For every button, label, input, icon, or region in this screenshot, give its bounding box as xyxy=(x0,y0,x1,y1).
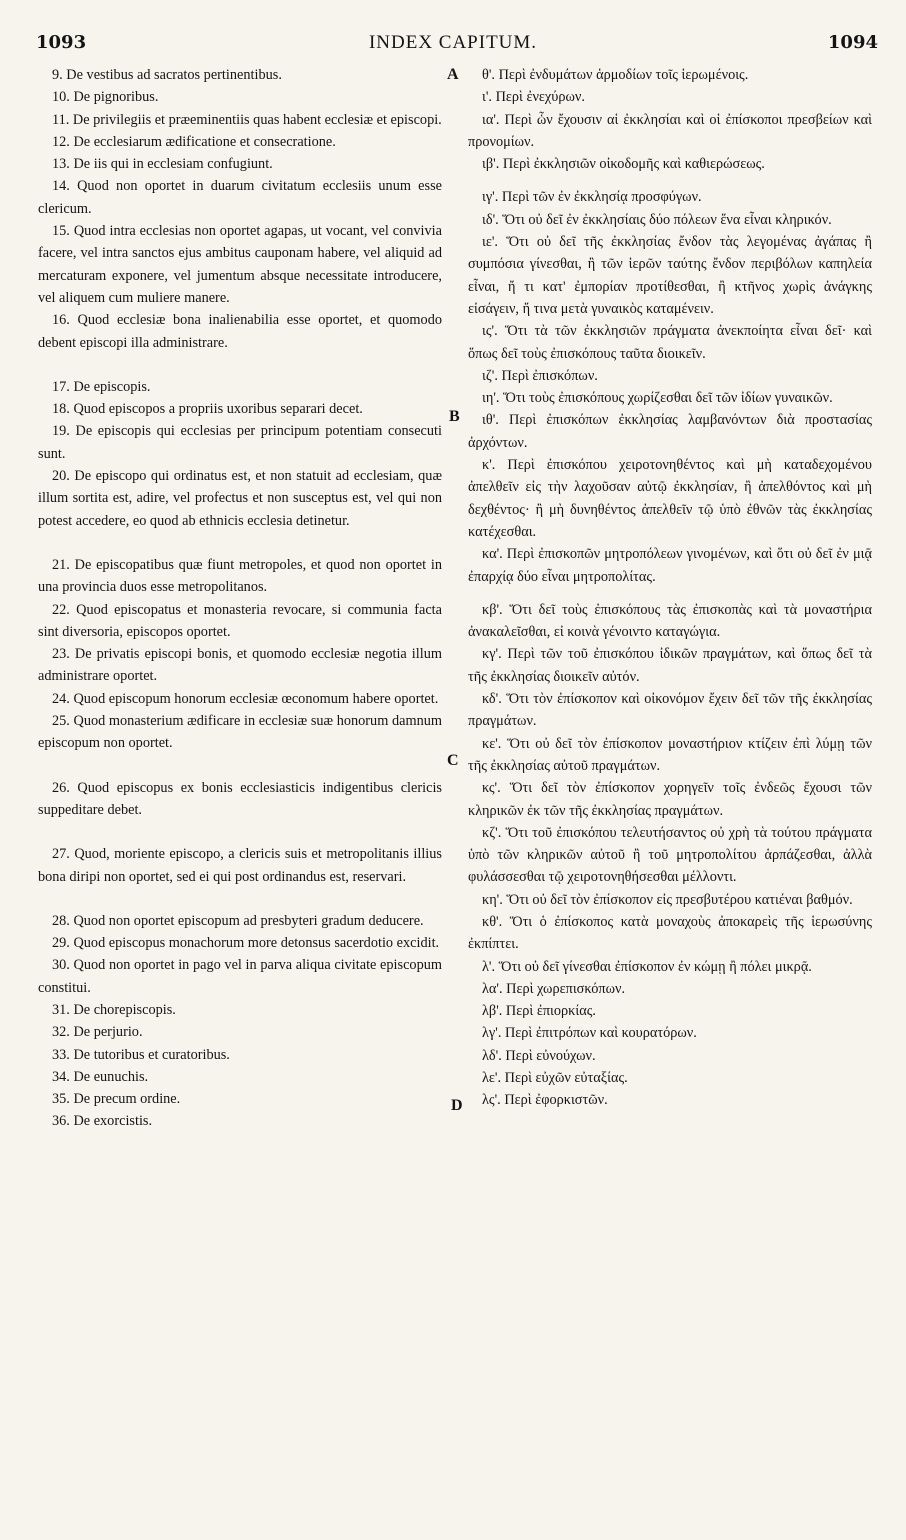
greek-entry-33: λγ'. Περὶ ἐπιτρόπων καὶ κουρατόρων. xyxy=(482,1025,697,1042)
greek-entry-27: κζ'. Ὅτι τοῦ ἐπισκόπου τελευτήσαντος οὐ χρὴ τὰ τούτου πράγματα ὑπὸ τῶν κληρικῶν αὐτοῦ ἢ τοῦ μητροπολίτου ἁρπάζεσθαι, ἀλλὰ φυλάσσεσθαι τῷ χειροτονηθήσεσθαι μέλλοντι. xyxy=(468,824,872,886)
latin-entry-22: 22. Quod episcopatus et monasteria revocare, si communia facta sint diversoria, episcopos oportet. xyxy=(38,601,442,640)
greek-entry-10: ι'. Περὶ ἐνεχύρων. xyxy=(482,89,585,106)
greek-entry-14: ιδ'. Ὅτι οὐ δεῖ ἐν ἐκκλησίαις δύο πόλεων ἕνα εἶναι κληρικόν. xyxy=(482,211,832,228)
latin-entry-9: 9. De vestibus ad sacratos pertinentibus. xyxy=(52,67,282,83)
latin-entry-30: 30. Quod non oportet in pago vel in parva aliqua civitate episcopum constitui. xyxy=(38,957,442,996)
latin-entry-34: 34. De eunuchis. xyxy=(52,1068,149,1085)
latin-entry-27: 27. Quod, moriente episcopo, a clericis suis et metropolitanis illius bona diripi non oportet, sed ei qui post ordinandus est, reservari. xyxy=(38,846,442,885)
greek-entry-9: θ'. Περὶ ἐνδυμάτων ἁρμοδίων τοῖς ἱερωμένοις. xyxy=(482,67,749,83)
greek-entry-28: κη'. Ὅτι οὐ δεῖ τὸν ἐπίσκοπον εἰς πρεσβυτέρου κατιέναι βαθμόν. xyxy=(482,891,853,908)
column-marker-d: D xyxy=(451,1097,463,1114)
greek-entry-20: κ'. Περὶ ἐπισκόπου χειροτονηθέντος καὶ μὴ καταδεχομένου ἀπελθεῖν εἰς τὴν λαχοῦσαν αὐτῷ ἐκκλησίαν, ἢ ἀπελθόντος καὶ μὴ δεχθέντος· ἢ μὴ δυνηθέντος ἀπελθεῖν τῷ ὑπὸ ἐθνῶν τὰς ἐκκλησίας κατέχεσθαι. xyxy=(468,457,872,540)
latin-column xyxy=(38,64,442,1133)
latin-entry-32: 32. De perjurio. xyxy=(52,1024,143,1041)
greek-entry-18: ιη'. Ὅτι τοὺς ἐπισκόπους χωρίζεσθαι δεῖ τῶν ἰδίων γυναικῶν. xyxy=(482,390,833,407)
latin-entry-10: 10. De pignoribus. xyxy=(52,89,159,106)
greek-entry-30: λ'. Ὅτι οὐ δεῖ γίνεσθαι ἐπίσκοπον ἐν κώμῃ ἢ πόλει μικρᾷ. xyxy=(482,958,812,975)
column-marker-b: B xyxy=(449,408,460,425)
latin-entry-21: 21. De episcopatibus quæ fiunt metropoles, et quod non oportet in una provincia duos esse metropolitanos. xyxy=(38,556,442,596)
greek-entry-15: ιε'. Ὅτι οὐ δεῖ τῆς ἐκκλησίας ἔνδον τὰς λεγομένας ἀγάπας ἢ συμπόσια γίνεσθαι, ἢ τῶν ἱερῶν ταύτης ἔνδον περιβόλων καπηλεία εἶναι, ἤ τι κατ' ἐμπορίαν προτίθεσθαι, ἢ κτῆνος χωρὶς ἀνάγκης εἰσάγειν, ἤ τινα μετὰ γυναικὸς καταμένειν. xyxy=(468,234,872,317)
greek-entry-12: ιβ'. Περὶ ἐκκλησιῶν οἰκοδομῆς καὶ καθιερώσεως. xyxy=(482,156,765,173)
latin-entry-29: 29. Quod episcopus monachorum more detonsus sacerdotio excidit. xyxy=(52,935,440,952)
greek-entry-21: κα'. Περὶ ἐπισκοπῶν μητροπόλεων γινομένων, καὶ ὅτι οὐ δεῖ ἐν μιᾷ ἐπαρχίᾳ δύο εἶναι μητροπολίτας. xyxy=(468,546,872,585)
latin-entry-31: 31. De chorepiscopis. xyxy=(52,1001,176,1018)
column-marker-c: C xyxy=(447,752,459,769)
latin-entry-16: 16. Quod ecclesiæ bona inalienabilia esse oportet, et quomodo debent episcopi illa administrare. xyxy=(38,312,442,351)
greek-entry-34: λδ'. Περὶ εὐνούχων. xyxy=(482,1047,596,1064)
latin-entry-11: 11. De privilegiis et præeminentiis quas habent ecclesiæ et episcopi. xyxy=(52,111,442,128)
greek-entry-17: ιζ'. Περὶ ἐπισκόπων. xyxy=(482,367,598,384)
latin-entry-35: 35. De precum ordine. xyxy=(52,1091,181,1108)
greek-column xyxy=(468,64,872,1112)
latin-entry-13: 13. De iis qui in ecclesiam confugiunt. xyxy=(52,156,273,173)
latin-entry-14: 14. Quod non oportet in duarum civitatum ecclesiis unum esse clericum. xyxy=(38,178,442,217)
greek-entry-25: κε'. Ὅτι οὐ δεῖ τὸν ἐπίσκοπον μοναστήριον κτίζειν ἐπὶ λύμῃ τῶν τῆς ἐκκλησίας αὐτοῦ πραγμάτων. xyxy=(468,735,872,774)
latin-entry-15: 15. Quod intra ecclesias non oportet agapas, ut vocant, vel convivia facere, vel intra sanctos ejus ambitus cauponam habere, vel aliquid ad mercaturam exponere, vel jumentum absque necessitate introducere, vel aliquem cum muliere manere. xyxy=(38,223,442,306)
greek-entry-13: ιγ'. Περὶ τῶν ἐν ἐκκλησίᾳ προσφύγων. xyxy=(482,189,702,206)
greek-entry-23: κγ'. Περὶ τῶν τοῦ ἐπισκόπου ἰδικῶν πραγμάτων, καὶ ὅπως δεῖ τὰ τῆς ἐκκλησίας διοικεῖν αὐτόν. xyxy=(468,646,872,685)
latin-entry-36: 36. De exorcistis. xyxy=(52,1113,153,1130)
latin-entry-25: 25. Quod monasterium ædificare in ecclesiæ suæ honorum damnum episcopum non oportet. xyxy=(38,713,442,752)
latin-entry-33: 33. De tutoribus et curatoribus. xyxy=(52,1046,230,1063)
latin-entry-23: 23. De privatis episcopi bonis, et quomodo ecclesiæ negotia illum administrare oportet. xyxy=(38,646,442,685)
greek-entry-29: κθ'. Ὅτι ὁ ἐπίσκοπος κατὰ μοναχοὺς ἀποκαρεὶς τῆς ἱερωσύνης ἐκπίπτει. xyxy=(468,913,872,953)
greek-entry-26: κς'. Ὅτι δεῖ τὸν ἐπίσκοπον χορηγεῖν τοῖς ἐνδεῶς ἔχουσι τῶν κληρικῶν ἐκ τῶν τῆς ἐκκλησίας πραγμάτων. xyxy=(468,780,872,819)
page-number-left: 1093 xyxy=(36,32,87,53)
greek-entry-11: ια'. Περὶ ὧν ἔχουσιν αἱ ἐκκλησίαι καὶ οἱ ἐπίσκοποι πρεσβείων καὶ προνομίων. xyxy=(468,111,872,150)
greek-entry-16: ις'. Ὅτι τὰ τῶν ἐκκλησιῶν πράγματα ἀνεκποίητα εἶναι δεῖ· καὶ ὅπως δεῖ τοὺς ἐπισκόπους ταῦτα διοικεῖν. xyxy=(468,323,872,362)
column-marker-a: A xyxy=(447,66,459,83)
greek-entry-31: λα'. Περὶ χωρεπισκόπων. xyxy=(482,980,626,997)
greek-entry-22: κβ'. Ὅτι δεῖ τοὺς ἐπισκόπους τὰς ἐπισκοπὰς καὶ τὰ μοναστήρια ἀνακαλεῖσθαι, εἰ κοινὰ γένοιντο καταγώγια. xyxy=(468,601,872,641)
latin-entry-28: 28. Quod non oportet episcopum ad presbyteri gradum deducere. xyxy=(52,912,424,929)
latin-entry-19: 19. De episcopis qui ecclesias per principum potentiam consecuti sunt. xyxy=(38,423,442,462)
running-title: INDEX CAPITUM. xyxy=(368,32,538,53)
page-number-right: 1094 xyxy=(827,32,878,53)
greek-entry-35: λε'. Περὶ εὐχῶν εὐταξίας. xyxy=(482,1070,628,1087)
latin-entry-12: 12. De ecclesiarum ædificatione et consecratione. xyxy=(52,133,336,150)
latin-entry-20: 20. De episcopo qui ordinatus est, et non statuit ad ecclesiam, quæ illum sortita est, adire, vel profectus et non susceptus est, vel qui non potest accedere, eo quod ab ethnicis ecclesia detinetur. xyxy=(38,468,442,529)
latin-entry-17: 17. De episcopis. xyxy=(52,378,151,395)
greek-entry-36: λς'. Περὶ ἐφορκιστῶν. xyxy=(482,1092,608,1109)
greek-entry-32: λβ'. Περὶ ἐπιορκίας. xyxy=(482,1003,596,1020)
greek-entry-24: κδ'. Ὅτι τὸν ἐπίσκοπον καὶ οἰκονόμον ἔχειν δεῖ τῶν τῆς ἐκκλησίας πραγμάτων. xyxy=(468,691,872,730)
latin-entry-18: 18. Quod episcopos a propriis uxoribus separari decet. xyxy=(52,401,363,418)
greek-entry-19: ιθ'. Περὶ ἐπισκόπων ἐκκλησίας λαμβανόντων διὰ προστασίας ἀρχόντων. xyxy=(468,412,872,451)
page-header xyxy=(0,32,906,56)
latin-entry-24: 24. Quod episcopum honorum ecclesiæ œconomum habere oportet. xyxy=(52,690,439,707)
latin-entry-26: 26. Quod episcopus ex bonis ecclesiasticis indigentibus clericis suppeditare debet. xyxy=(38,779,442,818)
